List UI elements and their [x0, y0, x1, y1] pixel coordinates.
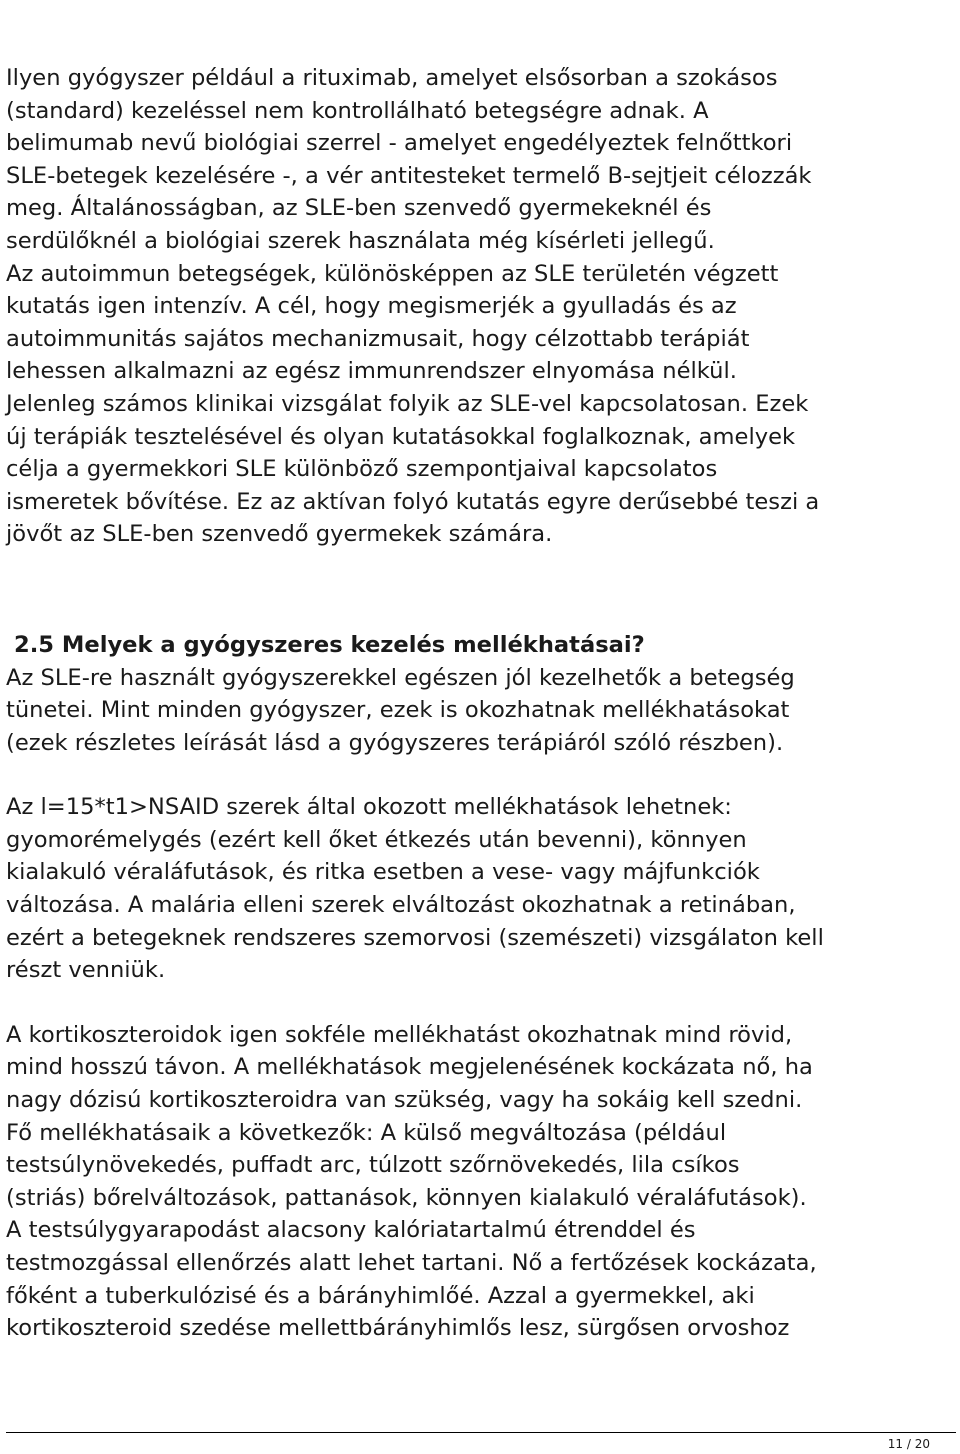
- page-number: 11 / 20: [887, 1437, 930, 1451]
- section-heading: 2.5 Melyek a gyógyszeres kezelés mellékhatásai?: [14, 631, 645, 658]
- paragraph-biologics: Ilyen gyógyszer például a rituximab, amelyet elsősorban a szokásos (standard) kezeléssel nem kontrollálható betegségre adnak. A belimumab nevű biológiai szerrel - amelyet engedélyeztek felnőttkori SLE-betegek kezelésére -, a vér antitesteket termelő B-sejtjeit célozzák meg. Általánosságban, az SLE-ben szenvedő gyermekeknél és serdülőknél a biológiai szerek használata még kísérleti jellegű. Az autoimmun betegségek, különösképpen az SLE területén végzett kutatás igen intenzív. A cél, hogy megismerjék a gyulladás és az autoimmunitás sajátos mechanizmusait, hogy célzottabb terápiát lehessen alkalmazni az egész immunrendszer elnyomása nélkül. Jelenleg számos klinikai vizsgálat folyik az SLE-vel kapcsolatosan. Ezek új terápiák tesztelésével és olyan kutatásokkal foglalkoznak, amelyek célja a gyermekkori SLE különböző szempontjaival kapcsolatos ismeretek bővítése. Ez az aktívan folyó kutatás egyre derűsebbé teszi a jövőt az SLE-ben szenvedő gyermekek számára.: [6, 65, 820, 548]
- document-page: [6, 62, 956, 1345]
- paragraph-nsaid: Az l=15*t1>NSAID szerek által okozott mellékhatások lehetnek: gyomorémelygés (ezért kell őket étkezés után bevenni), könnyen kialakuló véraláfutások, és ritka esetben a vese- vagy májfunkciók változása. A malária elleni szerek elváltozást okozhatnak a retinában, ezért a betegeknek rendszeres szemorvosi (szemészeti) vizsgálaton kell részt venniük.: [6, 794, 824, 984]
- paragraph-spacer: [6, 987, 956, 1019]
- section-spacer: [6, 551, 956, 629]
- footer-divider: [6, 1432, 956, 1433]
- paragraph-corticosteroids: A kortikoszteroidok igen sokféle mellékhatást okozhatnak mind rövid, mind hosszú távon. A mellékhatások megjelenésének kockázata nő, ha nagy dózisú kortikoszteroidra van szükség, vagy ha sokáig kell szedni. Fő mellékhatásaik a következők: A külső megváltozása (például testsúlynövekedés, puffadt arc, túlzott szőrnövekedés, lila csíkos (striás) bőrelváltozások, pattanások, könnyen kialakuló véraláfutások). A testsúlygyarapodást alacsony kalóriatartalmú étrenddel és testmozgással ellenőrzés alatt lehet tartani. Nő a fertőzések kockázata, főként a tuberkulózisé és a bárányhimlőé. Azzal a gyermekkel, aki kortikoszteroid szedése mellettbárányhimlős lesz, sürgősen orvoshoz: [6, 1021, 817, 1342]
- paragraph-spacer: [6, 759, 956, 791]
- paragraph-side-effects-intro: Az SLE-re használt gyógyszerekkel egészen jól kezelhetők a betegség tünetei. Mint minden gyógyszer, ezek is okozhatnak mellékhatásokat (ezek részletes leírását lásd a gyógyszeres terápiáról szóló részben).: [6, 664, 795, 756]
